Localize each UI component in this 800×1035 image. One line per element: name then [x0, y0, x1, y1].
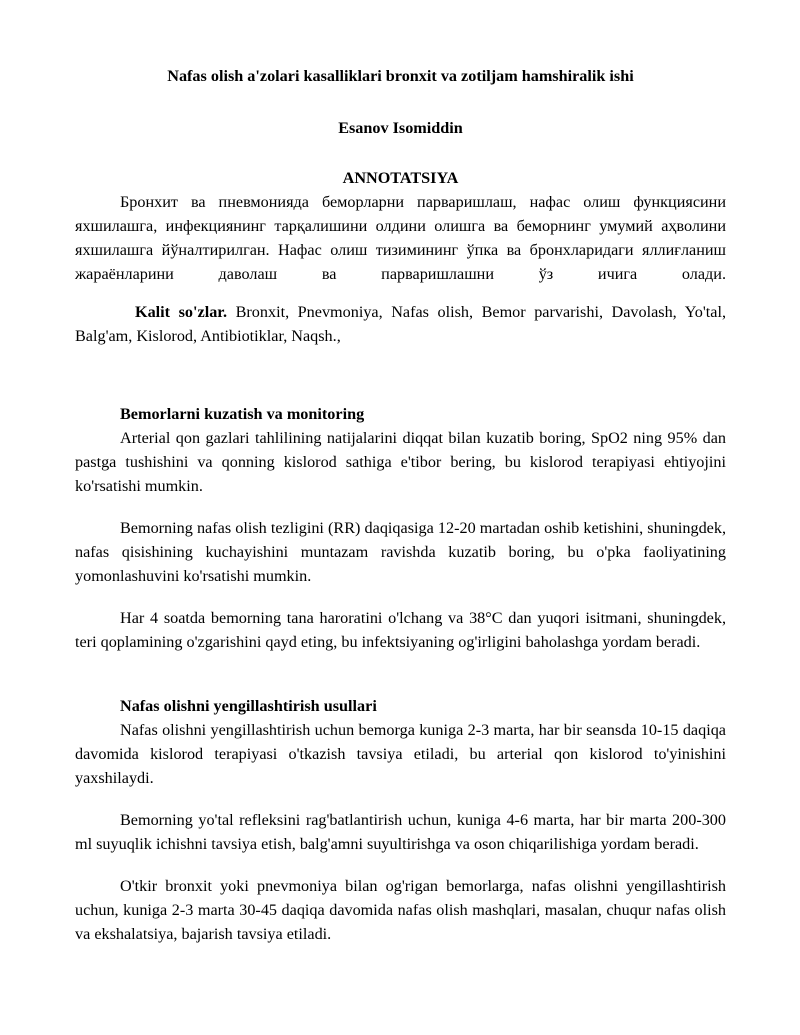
keywords-paragraph: [75, 300, 726, 348]
section1-paragraph-1: Arterial qon gazlari tahlilining natijalarini diqqat bilan kuzatib boring, SpO2 ning 95% dan pastga tushishini va qonning kislorod sathiga e'tibor bering, bu kislorod terapiyasi ehtiyojini ko'rsatishi mumkin.: [75, 429, 726, 495]
paper-title: Nafas olish a'zolari kasalliklari bronxit va zotiljam hamshiralik ishi: [167, 67, 634, 85]
section-heading-breathing-relief: Nafas olishni yengillashtirish usullari: [120, 697, 377, 715]
author-name: Esanov Isomiddin: [338, 119, 463, 137]
document-page: [75, 0, 726, 946]
section-heading-monitoring: Bemorlarni kuzatish va monitoring: [120, 405, 365, 423]
keywords-text: Bronxit, Pnevmoniya, Nafas olish, Bemor parvarishi, Davolash, Yo'tal, Balg'am, Kislorod, Antibiotiklar, Naqsh.,: [75, 303, 726, 345]
section2-paragraph-1: Nafas olishni yengillashtirish uchun bemorga kuniga 2-3 marta, har bir seansda 10-15 daqiqa davomida kislorod terapiyasi o'tkazish tavsiya etiladi, bu arterial qon kislorod to'yinishini yaxshilaydi.: [75, 721, 726, 787]
section1-paragraph-2: Bemorning nafas olish tezligini (RR) daqiqasiga 12-20 martadan oshib ketishini, shuningdek, nafas qisishining kuchayishini muntazam ravishda kuzatib boring, bu o'pka faoliyatining yomonlashuvini ko'rsatishi mumkin.: [75, 519, 726, 585]
section2-paragraph-2: Bemorning yo'tal refleksini rag'batlantirish uchun, kuniga 4-6 marta, har bir marta 200-300 ml suyuqlik ichishni tavsiya etish, balg'amni suyultirishga va oson chiqarilishiga yordam beradi.: [75, 811, 726, 853]
annotation-paragraph: Бронхит ва пневмонияда беморларни парваришлаш, нафас олиш функциясини яхшилашга, инфекциянинг тарқалишини олдини олишга ва беморнинг умумий аҳволини яхшилашга йўналтирилган. Нафас олиш тизимининг ўпка ва бронхларидаги яллиғланиш жараёнларини даволаш ва парваришлашни ўз ичига олади.: [75, 193, 726, 283]
keywords-label: Kalit so'zlar.: [135, 303, 228, 321]
annotation-heading: ANNOTATSIYA: [342, 169, 459, 187]
section2-paragraph-3: O'tkir bronxit yoki pnevmoniya bilan og'rigan bemorlarga, nafas olishni yengillashtirish uchun, kuniga 2-3 marta 30-45 daqiqa davomida nafas olish mashqlari, masalan, chuqur nafas olish va ekshalatsiya, bajarish tavsiya etiladi.: [75, 877, 726, 943]
section1-paragraph-3: Har 4 soatda bemorning tana haroratini o'lchang va 38°C dan yuqori isitmani, shuningdek, teri qoplamining o'zgarishini qayd eting, bu infektsiyaning og'irligini baholashga yordam beradi.: [75, 609, 726, 651]
